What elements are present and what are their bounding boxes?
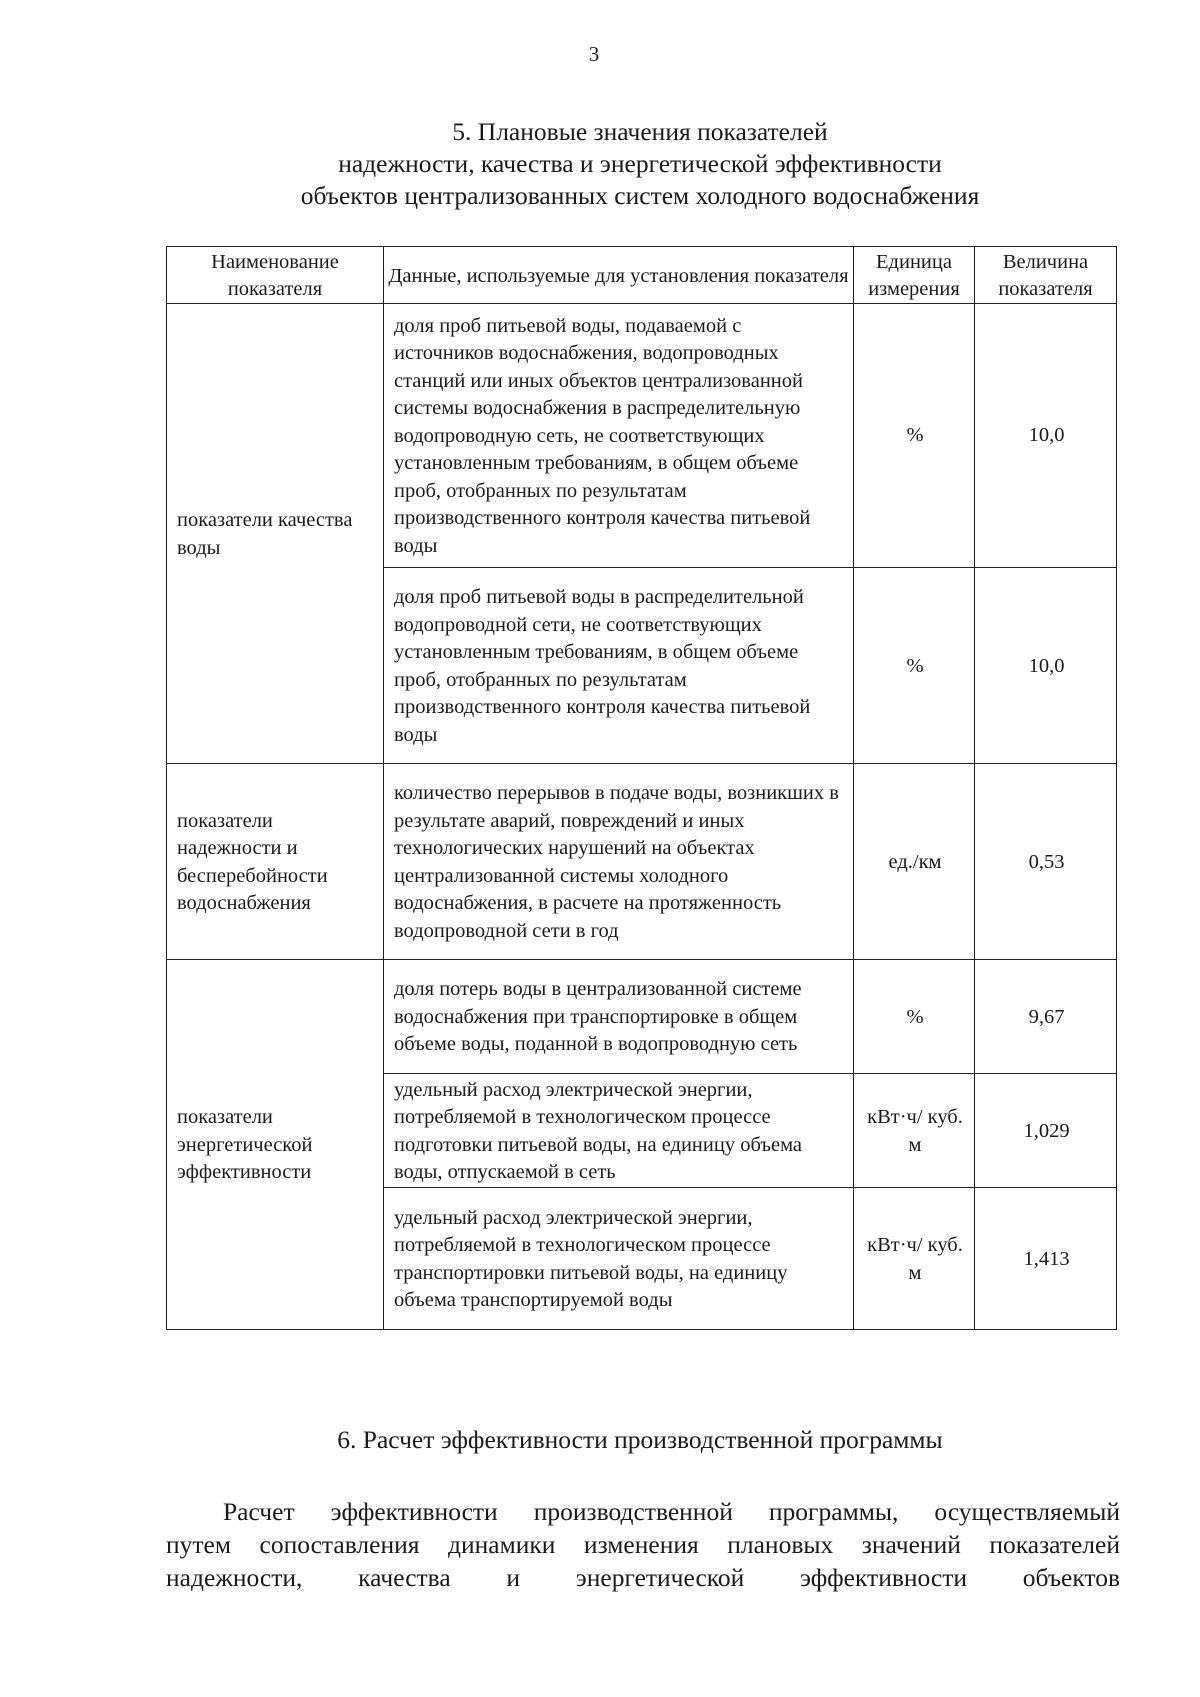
row-data: количество перерывов в подаче воды, возникших в результате аварий, повреждений и иных технологических нарушений на объектах централизованной системы холодного водоснабжения, в расчете на протяженность водопроводной сети в год (384, 764, 854, 960)
row-value: 1,029 (975, 1074, 1117, 1188)
row-value: 1,413 (975, 1188, 1117, 1330)
header-source-data: Данные, используемые для установления показателя (384, 247, 854, 304)
group-name-energy: показатели энергетической эффективности (167, 960, 384, 1330)
page-number: 3 (588, 42, 600, 66)
row-data: доля проб питьевой воды, подаваемой с источников водоснабжения, водопроводных станций или иных объектов централизованной системы водоснабжения в распределительную водопроводную сеть, не соответствующих установленным требованиям, в общем объеме проб, отобранных по результатам производственного контроля качества питьевой воды (384, 304, 854, 568)
row-data: доля проб питьевой воды в распределительной водопроводной сети, не соответствующих установленным требованиям, в общем объеме проб, отобранных по результатам производственного контроля качества питьевой воды (384, 568, 854, 764)
paragraph-line: надежности, качества и энергетической эффективности объектов (166, 1563, 1120, 1592)
section-6-title: 6. Расчет эффективности производственной программы (337, 1425, 943, 1454)
indicators-table (166, 246, 1117, 1330)
paragraph-line: путем сопоставления динамики изменения плановых значений показателей (166, 1530, 1120, 1559)
group-name-quality: показатели качества воды (167, 304, 384, 764)
header-indicator-name: Наименование показателя (167, 247, 384, 304)
row-unit: ед./км (854, 764, 975, 960)
row-data: доля потерь воды в централизованной системе водоснабжения при транспортировке в общем объеме воды, поданной в водопроводную сеть (384, 960, 854, 1074)
paragraph-line: Расчет эффективности производственной программы, осуществляемый (223, 1497, 1120, 1526)
table-header-row (167, 247, 1117, 304)
row-unit: % (854, 960, 975, 1074)
header-value: Величина показателя (975, 247, 1117, 304)
row-value: 10,0 (975, 304, 1117, 568)
group-name-reliability: показатели надежности и бесперебойности водоснабжения (167, 764, 384, 960)
section-5-title-line: надежности, качества и энергетической эффективности (338, 149, 942, 178)
table-row (167, 960, 1117, 1074)
row-value: 10,0 (975, 568, 1117, 764)
table-row (167, 304, 1117, 568)
row-unit: % (854, 568, 975, 764)
row-unit: кВт·ч/ куб. м (854, 1188, 975, 1330)
section-5-title-line: объектов централизованных систем холодного водоснабжения (300, 181, 980, 210)
row-value: 0,53 (975, 764, 1117, 960)
row-unit: кВт·ч/ куб. м (854, 1074, 975, 1188)
section-5-title-line: 5. Плановые значения показателей (452, 117, 828, 146)
header-unit: Единица измерения (854, 247, 975, 304)
section-5-title (0, 116, 1200, 212)
row-unit: % (854, 304, 975, 568)
table-row (167, 764, 1117, 960)
row-data: удельный расход электрической энергии, потребляемой в технологическом процессе транспортировки питьевой воды, на единицу объема транспортируемой воды (384, 1188, 854, 1330)
row-value: 9,67 (975, 960, 1117, 1074)
row-data: удельный расход электрической энергии, потребляемой в технологическом процессе подготовки питьевой воды, на единицу объема воды, отпускаемой в сеть (384, 1074, 854, 1188)
body-paragraph (166, 1495, 1120, 1594)
